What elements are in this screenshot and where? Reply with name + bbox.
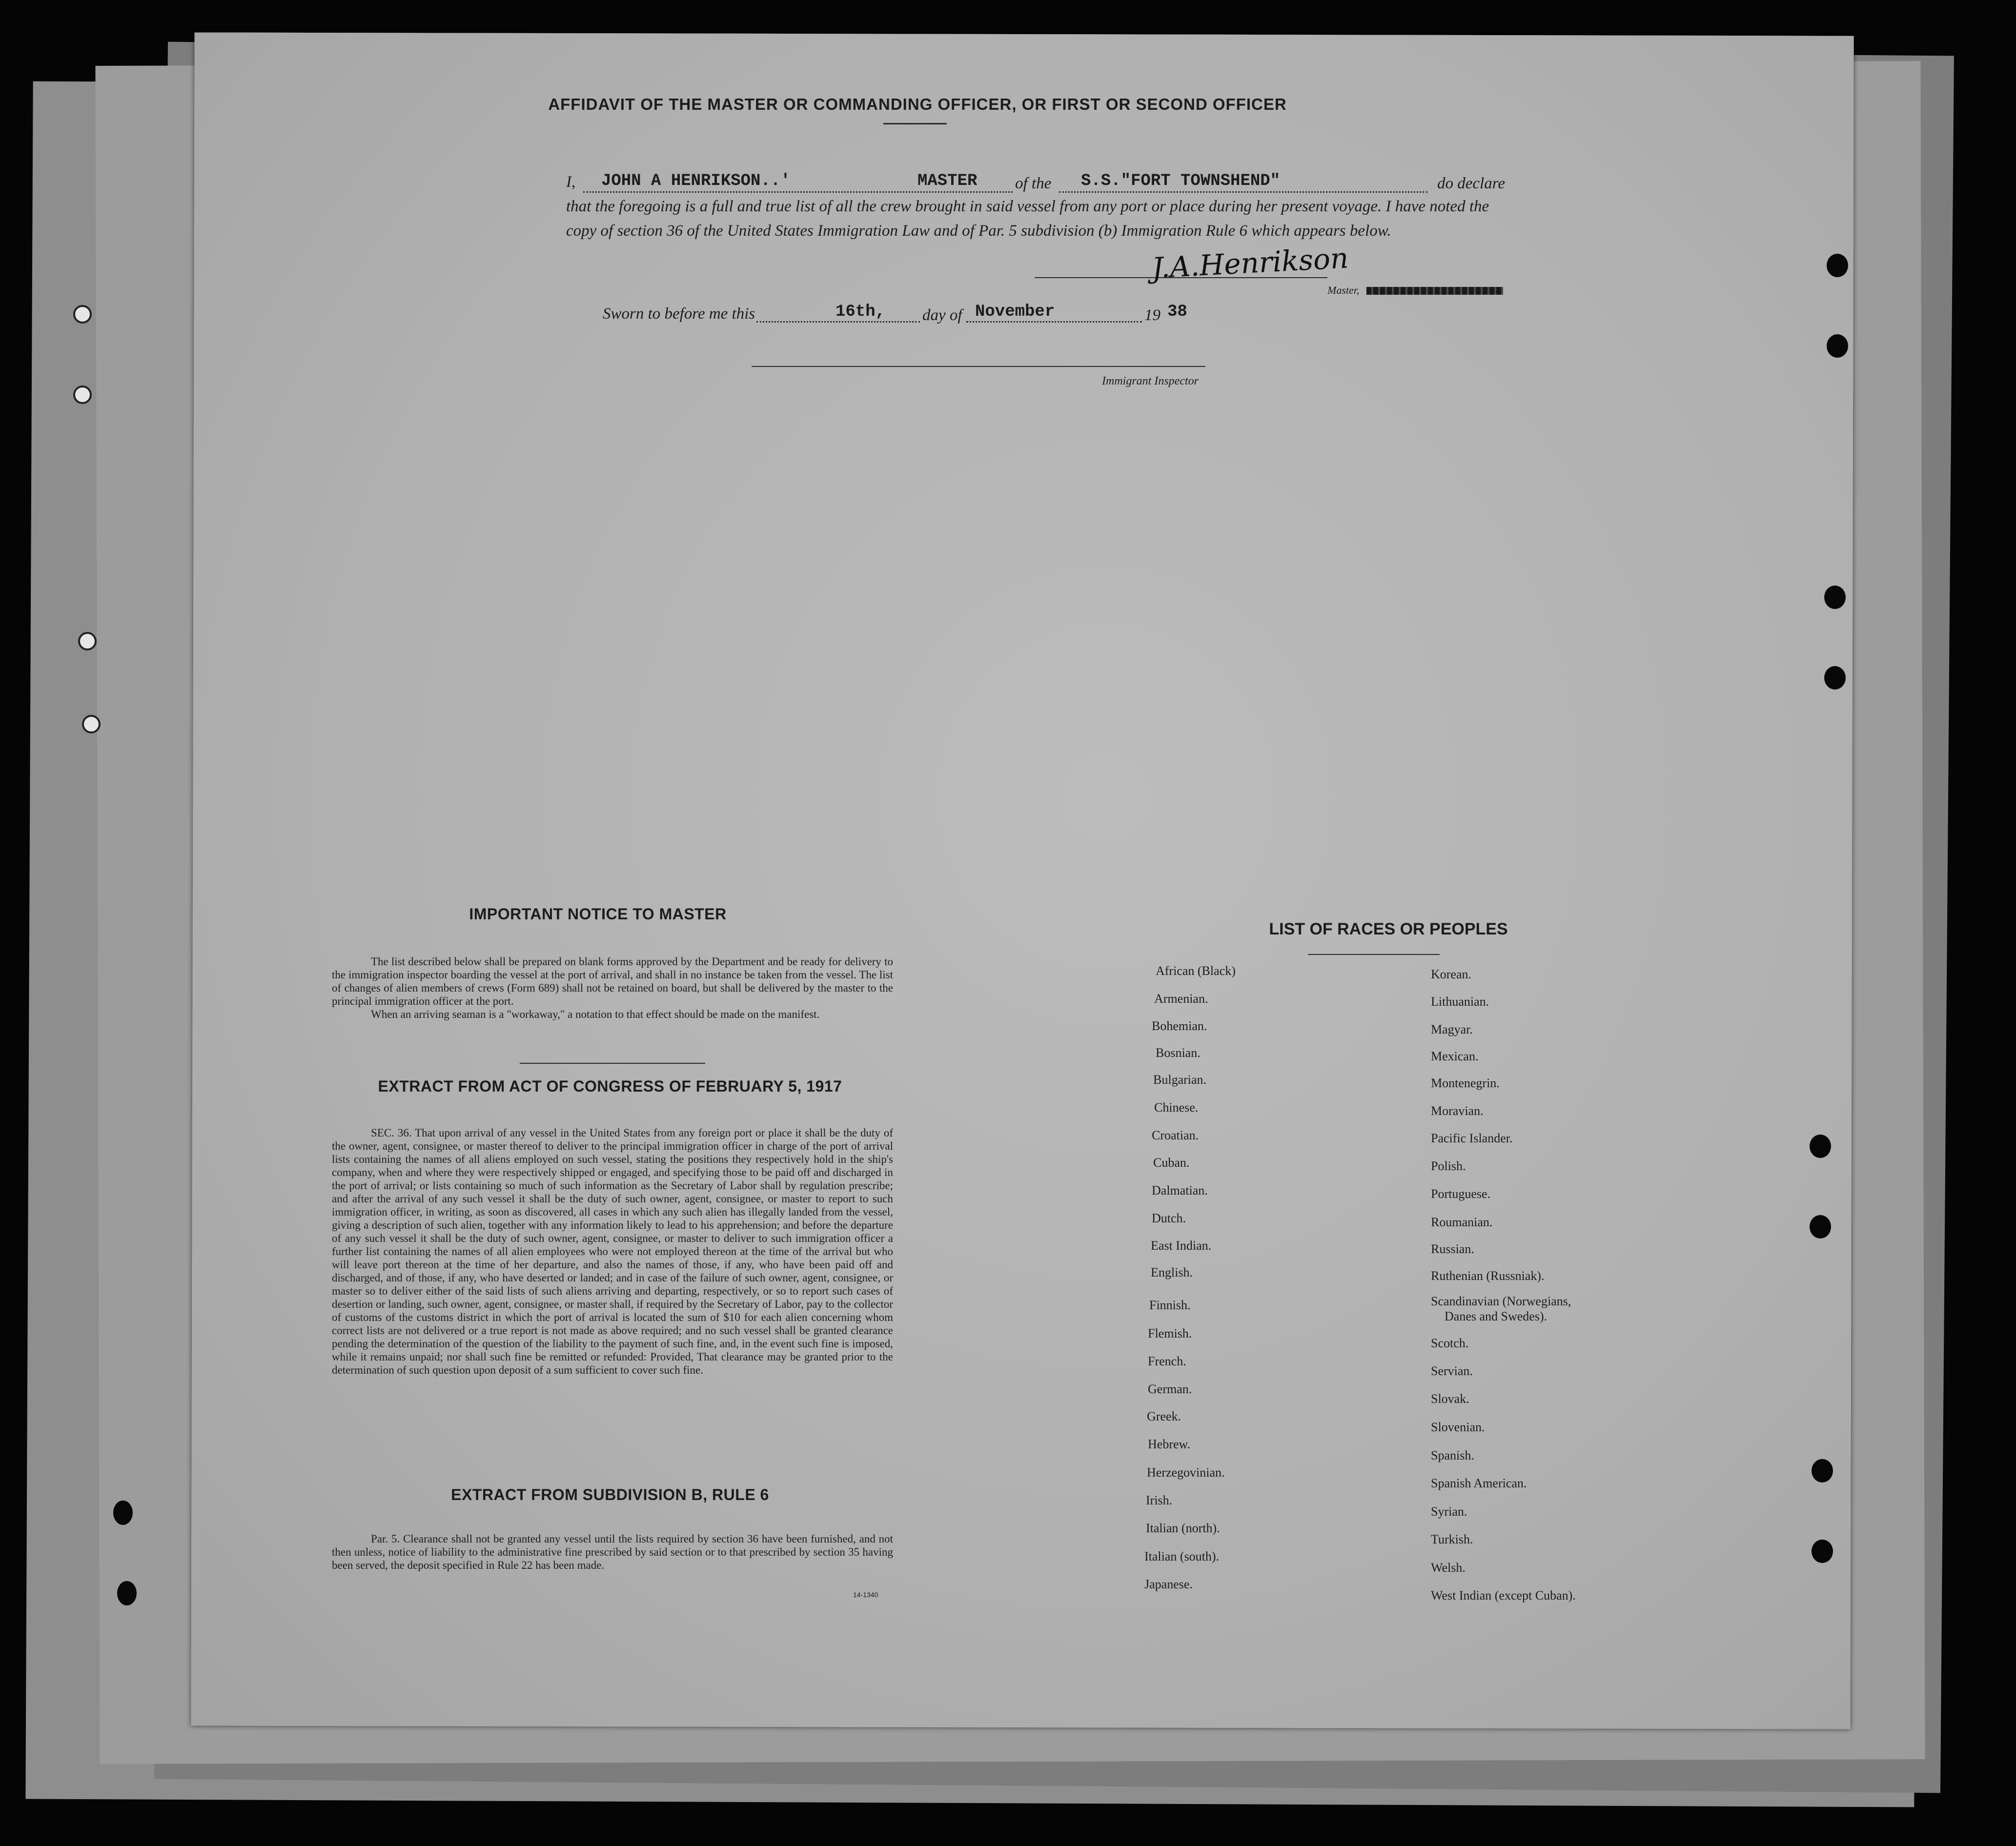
sworn-day-line <box>756 321 920 323</box>
race-entry: Dalmatian. <box>1152 1183 1208 1197</box>
race-entry: Armenian. <box>1154 992 1208 1006</box>
extract-act-body <box>332 1126 893 1377</box>
race-entry: Bosnian. <box>1156 1046 1201 1060</box>
manifest-page <box>191 32 1853 1729</box>
do-declare-label: do declare <box>1437 175 1505 192</box>
notice-paragraph: The list described below shall be prepared on blank forms approved by the Department and be ready for delivery to the immigration inspector boarding the vessel at the port of arrival, and shall in no instance be taken from the vessel. The list of changes of alien members of crews (Form 689) shall not be retained on board, but shall be delivered by the master to the principal immigration officer at the port. <box>332 955 893 1007</box>
of-the-label: of the <box>1015 175 1052 192</box>
punch-hole <box>82 715 101 733</box>
punch-hole <box>1812 1540 1833 1563</box>
race-entry: Turkish. <box>1431 1532 1473 1546</box>
race-entry: Scandinavian (Norwegians, <box>1431 1294 1571 1308</box>
race-entry: Pacific Islander. <box>1431 1131 1513 1145</box>
race-entry: Chinese. <box>1154 1100 1199 1115</box>
section-divider <box>520 1063 705 1064</box>
declaration-line: that the foregoing is a full and true list of all the crew brought in said vessel from any port or place during her present voyage. I have noted the <box>566 198 1489 215</box>
sworn-day: 16th, <box>835 303 886 321</box>
race-entry: Irish. <box>1146 1493 1173 1507</box>
extract-rule-title: EXTRACT FROM SUBDIVISION B, RULE 6 <box>451 1486 769 1503</box>
signature-title: Master, <box>1327 284 1360 296</box>
race-entry: Greek. <box>1147 1409 1181 1423</box>
race-entry: Bulgarian. <box>1153 1073 1207 1087</box>
races-title-rule <box>1308 954 1440 955</box>
race-entry: Scotch. <box>1431 1336 1469 1350</box>
punch-hole <box>1812 1459 1833 1482</box>
race-entry: Korean. <box>1431 967 1472 981</box>
master-name-line <box>583 191 1013 193</box>
inspector-signature-line <box>752 366 1205 367</box>
master-signature: J.A.Henrikson <box>1151 241 1349 285</box>
sworn-label: Sworn to before me this <box>603 305 755 323</box>
extract-act-title: EXTRACT FROM ACT OF CONGRESS OF FEBRUARY 5, 1917 <box>378 1077 842 1095</box>
struck-out-text <box>1366 287 1503 295</box>
race-entry: Hebrew. <box>1148 1437 1191 1451</box>
notice-paragraph: When an arriving seaman is a "workaway," a notation to that effect should be made on the manifest. <box>371 1008 820 1020</box>
affidavit-prefix: I, <box>566 173 576 191</box>
race-entry: Cuban. <box>1153 1156 1190 1170</box>
race-entry: Mexican. <box>1431 1049 1479 1063</box>
punch-hole <box>78 632 97 650</box>
punch-hole <box>1824 586 1846 609</box>
race-entry: Finnish. <box>1149 1298 1191 1312</box>
sworn-month: November <box>975 303 1055 321</box>
race-entry: Magyar. <box>1431 1022 1473 1036</box>
race-entry: Syrian. <box>1431 1504 1467 1519</box>
race-entry: Italian (south). <box>1144 1549 1220 1563</box>
race-entry: Herzegovinian. <box>1147 1465 1225 1480</box>
sworn-year: 38 <box>1167 303 1187 321</box>
race-entry: Croatian. <box>1152 1128 1199 1142</box>
race-entry: Flemish. <box>1148 1326 1192 1340</box>
race-entry: West Indian (except Cuban). <box>1431 1588 1576 1603</box>
affidavit-title: AFFIDAVIT OF THE MASTER OR COMMANDING OFFICER, OR FIRST OR SECOND OFFICER <box>548 95 1287 113</box>
master-rank: MASTER <box>917 172 977 190</box>
race-entry: Servian. <box>1431 1364 1473 1378</box>
punch-hole <box>1824 666 1846 690</box>
race-entry: Bohemian. <box>1152 1019 1207 1033</box>
vessel-name: S.S."FORT TOWNSHEND" <box>1081 172 1281 190</box>
punch-hole <box>117 1581 137 1605</box>
master-name: JOHN A HENRIKSON..' <box>601 172 791 190</box>
race-entry: Polish. <box>1431 1159 1466 1173</box>
race-entry: African (Black) <box>1156 964 1236 978</box>
notice-body <box>332 955 893 1021</box>
punch-hole <box>73 385 92 404</box>
punch-hole <box>1810 1215 1831 1238</box>
extract-rule-body <box>332 1532 893 1572</box>
punch-hole <box>1810 1135 1831 1158</box>
extract-act-text: SEC. 36. That upon arrival of any vessel in the United States from any foreign port or place it shall be the duty of the owner, agent, consignee, or master thereof to deliver to the principal immigration officer in charge of the port of arrival lists containing the names of all aliens employed on such vessel, stating the positions they respectively hold in the ship's company, when and where they were respectively shipped or engaged, and specifying those to be paid off and discharged in the port of arrival; or lists containing so much of such information as the Secretary of Labor shall by regulation prescribe; and after the arrival of any such vessel it shall be the duty of such owner, agent, consignee, or master to report to such immigration officer, in writing, as soon as discovered, all cases in which any such alien has illegally landed from the vessel, giving a description of such alien, together with any information likely to lead to his apprehension; and before the departure of any such vessel it shall be the duty of such owner, agent, consignee, or master to deliver to such immigration officer a further list containing the names of all alien employees who were not employed thereon at the time of the arrival but who will leave port thereon at the time of her departure, and also the names of those, if any, who have been paid off and discharged, and of those, if any, who have deserted or landed; and in case of the failure of such owner, agent, consignee, or master so to deliver either of the said lists of such aliens arriving and departing, respectively, or so to report such cases of desertion or landing, such owner, agent, consignee, or master shall, if required by the Secretary of Labor, pay to the collector of customs of the customs district in which the port of arrival is located the sum of $10 for each alien concerning whom correct lists are not delivered or a true report is not made as above required; and no such vessel shall be granted clearance pending the determination of the question of the liability to the payment of such fine, and, in the event such fine is imposed, while it remains unpaid; nor shall such fine be remitted or refunded: Provided, That clearance may be granted prior to the determination of such question upon deposit of a sum sufficient to cover such fine. <box>332 1127 893 1376</box>
race-entry: Ruthenian (Russniak). <box>1431 1269 1545 1283</box>
race-entry: Dutch. <box>1152 1211 1186 1225</box>
sworn-month-line <box>966 321 1142 323</box>
races-title: LIST OF RACES OR PEOPLES <box>1269 920 1508 938</box>
race-entry: Spanish American. <box>1431 1476 1527 1490</box>
inspector-label: Immigrant Inspector <box>1102 375 1199 387</box>
form-code: 14-1340 <box>853 1591 878 1599</box>
race-entry: Portuguese. <box>1431 1187 1491 1201</box>
title-rule <box>883 123 947 124</box>
race-entry: Russian. <box>1431 1242 1474 1256</box>
race-entry: English. <box>1151 1265 1193 1279</box>
punch-hole <box>73 305 92 324</box>
race-entry: Italian (north). <box>1146 1521 1220 1535</box>
declaration-line: copy of section 36 of the United States Immigration Law and of Par. 5 subdivision (b) Immigration Rule 6 which appears below. <box>566 222 1391 240</box>
race-entry: Montenegrin. <box>1431 1076 1500 1090</box>
race-entry: Danes and Swedes). <box>1445 1309 1548 1323</box>
day-of-label: day of <box>922 306 962 324</box>
punch-hole <box>113 1501 133 1525</box>
extract-rule-text: Par. 5. Clearance shall not be granted any vessel until the lists required by section 36 have been furnished, and not then unless, notice of liability to the administrative fine prescribed by said section or to that prescribed by section 35 having been served, the deposit specified in Rule 22 has been made. <box>332 1533 893 1571</box>
race-entry: French. <box>1148 1354 1186 1368</box>
race-entry: Slovenian. <box>1431 1420 1485 1434</box>
race-entry: Japanese. <box>1144 1577 1193 1591</box>
punch-hole <box>1827 334 1848 358</box>
year-prefix: 19 <box>1144 306 1161 324</box>
race-entry: East Indian. <box>1151 1238 1212 1253</box>
punch-hole <box>1827 254 1848 277</box>
race-entry: Moravian. <box>1431 1104 1484 1118</box>
race-entry: Slovak. <box>1431 1392 1469 1406</box>
notice-title: IMPORTANT NOTICE TO MASTER <box>469 905 727 923</box>
race-entry: Roumanian. <box>1431 1215 1493 1229</box>
race-entry: Spanish. <box>1431 1448 1474 1462</box>
race-entry: Welsh. <box>1431 1561 1466 1575</box>
race-entry: German. <box>1148 1382 1192 1396</box>
vessel-line <box>1059 191 1427 193</box>
race-entry: Lithuanian. <box>1431 994 1489 1009</box>
